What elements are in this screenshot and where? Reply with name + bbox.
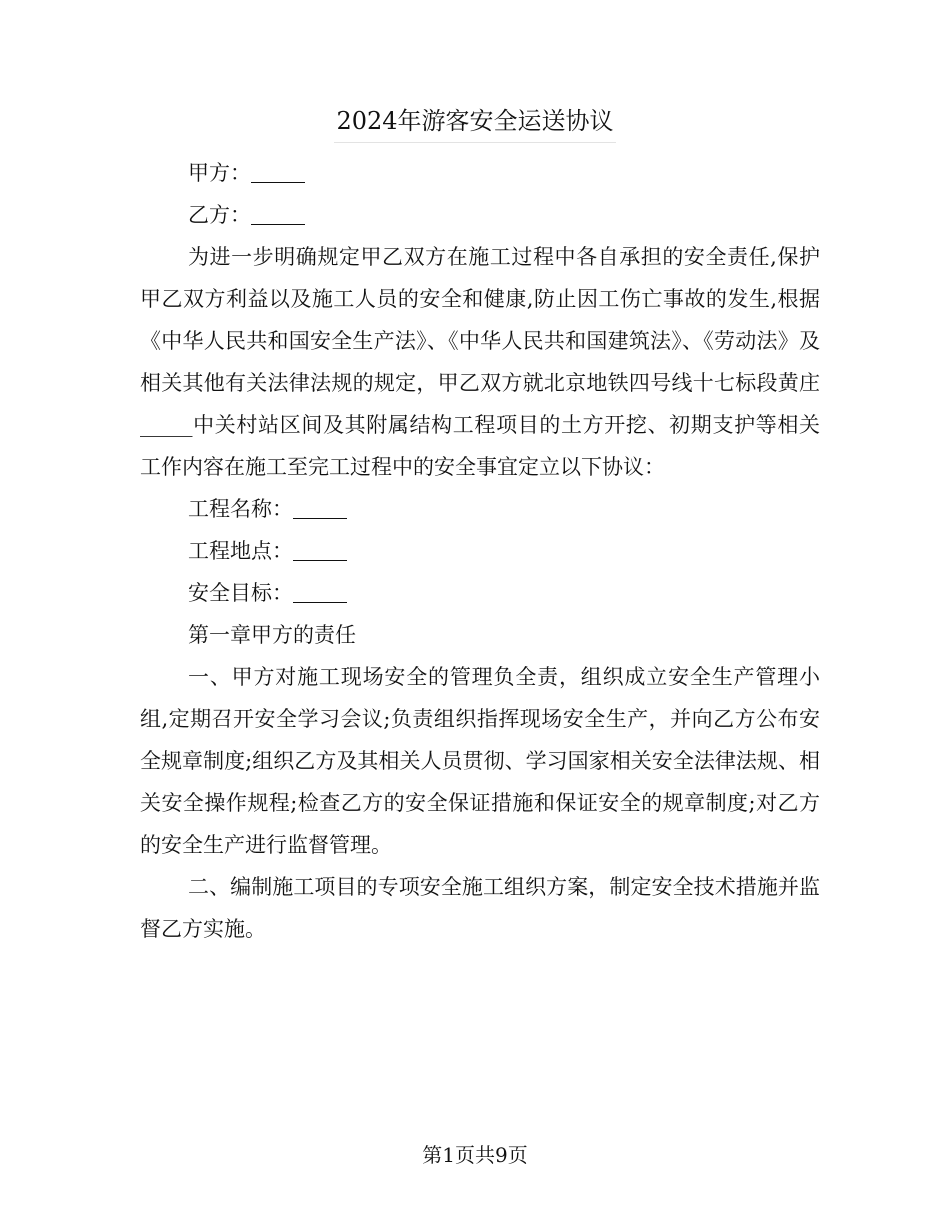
- chapter-1-heading: 第一章甲方的责任: [188, 623, 356, 647]
- project-location-label: 工程地点：: [188, 539, 293, 563]
- party-a-line: [140, 152, 820, 194]
- party-b-blank: [251, 200, 305, 225]
- document-title: 2024年游客安全运送协议: [334, 104, 615, 143]
- clause-1-paragraph: 一、甲方对施工现场安全的管理负全责，组织成立安全生产管理小组,定期召开安全学习会议;负责组织指挥现场安全生产，并向乙方公布安全规章制度;组织乙方及其相关人员贯彻、学习国家相关安全法律法规、相关安全操作规程;检查乙方的安全保证措施和保证安全的规章制度;对乙方的安全生产进行监督管理。: [140, 665, 820, 857]
- safety-goal-line: [140, 572, 820, 614]
- intro-paragraph: 为进一步明确规定甲乙双方在施工过程中各自承担的安全责任,保护甲乙双方利益以及施工人员的安全和健康,防止因工伤亡事故的发生,根据《中华人民共和国安全生产法》、《中华人民共和国建筑法》、《劳动法》及相关其他有关法律法规的规定，甲乙双方就北京地铁四号线十七标段黄庄_____中关村站区间及其附属结构工程项目的土方开挖、初期支护等相关工作内容在施工至完工过程中的安全事宜定立以下协议：: [140, 245, 820, 479]
- project-location-line: [140, 530, 820, 572]
- party-b-label: 乙方：: [188, 203, 251, 227]
- title-container: [0, 104, 950, 143]
- project-location-blank: [293, 536, 347, 561]
- party-b-line: [140, 194, 820, 236]
- party-a-label: 甲方：: [188, 161, 251, 185]
- project-name-label: 工程名称：: [188, 497, 293, 521]
- page-indicator: 第1页共9页: [422, 1143, 528, 1167]
- document-body: [140, 152, 820, 950]
- clause-2-paragraph: 二、编制施工项目的专项安全施工组织方案，制定安全技术措施并监督乙方实施。: [140, 875, 820, 941]
- page-footer: [0, 1140, 950, 1170]
- safety-goal-label: 安全目标：: [188, 581, 293, 605]
- project-name-blank: [293, 494, 347, 519]
- project-name-line: [140, 488, 820, 530]
- safety-goal-blank: [293, 578, 347, 603]
- party-a-blank: [251, 158, 305, 183]
